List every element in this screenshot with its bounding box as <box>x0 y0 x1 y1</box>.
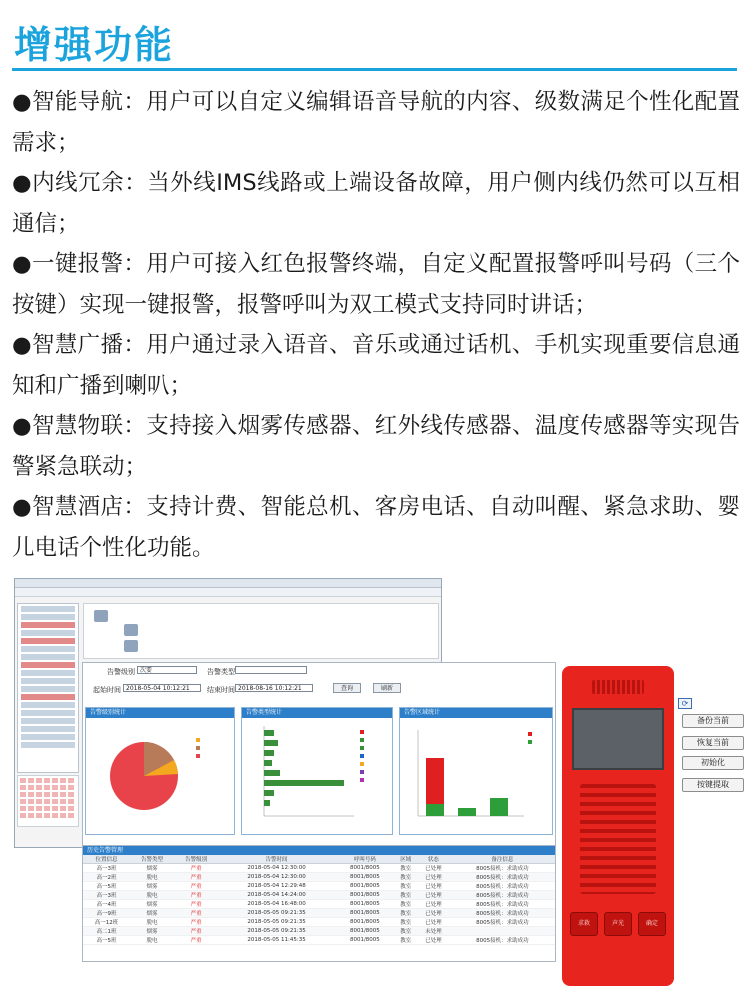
initialize-button[interactable]: 初始化 <box>682 756 744 770</box>
feature-smart-iot: ●智慧物联：支持接入烟雾传感器、红外线传感器、温度传感器等实现告警紧急联动； <box>12 413 740 480</box>
topology-canvas <box>83 603 439 659</box>
table-row[interactable]: 高一3班 烟雾 严重 2018-05-04 12:30:00 8001/8005 教室 已处理 8005接机：求助成功 <box>83 864 555 873</box>
table-row[interactable]: 高一2班 脱电 严重 2018-05-04 12:30:00 8001/8005 教室 已处理 8005接机：求助成功 <box>83 873 555 882</box>
col-type: 告警类型 <box>130 855 174 864</box>
level-stats-title: 告警级别统计 <box>86 708 234 718</box>
table-row[interactable]: 高一12班 脱电 严重 2018-05-05 09:21:35 8001/8005 教室 已处理 8005接机：求助成功 <box>83 918 555 927</box>
feature-smart-broadcast: ●智慧广播：用户通过录入语音、音乐或通过话机、手机实现重要信息通知和广播到喇叭； <box>12 332 740 399</box>
device-key-help[interactable]: 求救 <box>570 912 598 936</box>
col-remark: 备注信息 <box>450 855 555 864</box>
refresh-icon[interactable]: ⟳ <box>678 698 692 709</box>
col-area: 区域 <box>395 855 417 864</box>
start-time-label: 起始时间 <box>93 686 121 694</box>
query-button[interactable]: 查询 <box>333 683 361 693</box>
table-header-row <box>83 855 555 864</box>
feature-internal-redundancy: ●内线冗余：当外线IMS线路或上端设备故障，用户侧内线仍然可以互相通信； <box>12 170 740 237</box>
table-row[interactable]: 高一9班 烟雾 严重 2018-05-05 09:21:35 8001/8005 教室 已处理 8005接机：求助成功 <box>83 909 555 918</box>
alarm-grid <box>17 775 79 827</box>
device-key-confirm[interactable]: 确定 <box>638 912 666 936</box>
end-time-input[interactable]: 2018-08-16 10:12:21 <box>235 684 313 692</box>
backup-button[interactable]: 备份当前 <box>682 714 744 728</box>
page-title: 增强功能 <box>14 23 175 67</box>
col-location: 位置信息 <box>83 855 130 864</box>
level-stats-panel <box>85 707 235 835</box>
end-time-label: 结束时间 <box>207 686 235 694</box>
col-time: 告警时间 <box>218 855 335 864</box>
feature-list <box>12 82 740 568</box>
device-tree <box>17 603 79 773</box>
alarm-statistics-window <box>82 662 556 854</box>
feature-smart-hotel: ●智慧酒店：支持计费、智能总机、客房电话、自动叫醒、紧急求助、婴儿电话个性化功能。 <box>12 494 740 561</box>
area-bar-chart <box>400 718 552 834</box>
red-alarm-terminal <box>562 666 674 986</box>
level-label: 告警级别 <box>107 668 135 676</box>
col-status: 状态 <box>417 855 450 864</box>
level-select[interactable]: 次要 <box>137 666 197 674</box>
type-stats-title: 告警类型统计 <box>242 708 392 718</box>
window-menubar <box>15 588 441 597</box>
start-time-input[interactable]: 2018-05-04 10:12:21 <box>123 684 201 692</box>
type-stats-panel <box>241 707 393 835</box>
table-title: 历史告警管理 <box>83 846 555 855</box>
table-row[interactable]: 高一4班 烟雾 严重 2018-05-04 16:48:00 8001/8005 教室 已处理 8005接机：求助成功 <box>83 900 555 909</box>
restore-button[interactable]: 恢复当前 <box>682 736 744 750</box>
table-row[interactable]: 高一3班 脱电 严重 2018-05-04 14:24:00 8001/8005 教室 已处理 8005接机：求助成功 <box>83 891 555 900</box>
title-divider <box>12 68 737 71</box>
feature-smart-navigation: ●智能导航：用户可以自定义编辑语音导航的内容、级数满足个性化配置需求； <box>12 89 740 156</box>
col-number: 呼叫号码 <box>335 855 395 864</box>
type-select[interactable] <box>235 666 307 674</box>
type-bar-chart <box>242 718 392 834</box>
lcd-screen <box>572 708 664 770</box>
table-row[interactable]: 高一5班 烟雾 严重 2018-05-04 12:29:48 8001/8005 教室 已处理 8005接机：求助成功 <box>83 882 555 891</box>
col-level: 告警级别 <box>174 855 218 864</box>
extract-keys-button[interactable]: 按键提取 <box>682 778 744 792</box>
alarm-history-table <box>82 845 556 962</box>
filter-bar <box>83 663 555 703</box>
table-row[interactable]: 高一5班 脱电 严重 2018-05-05 11:45:35 8001/8005 教室 已处理 8005接机：求助成功 <box>83 936 555 945</box>
device-key-alarm[interactable]: 声光 <box>604 912 632 936</box>
feature-one-key-alarm: ●一键报警：用户可接入红色报警终端，自定义配置报警呼叫号码（三个按键）实现一键报警，报警呼叫为双工模式支持同时讲话； <box>12 251 740 318</box>
area-stats-panel <box>399 707 553 835</box>
device-config-panel <box>676 696 746 796</box>
area-stats-title: 告警区域统计 <box>400 708 552 718</box>
refresh-button[interactable]: 刷新 <box>373 683 401 693</box>
microphone-grill <box>592 680 644 694</box>
type-label: 告警类型 <box>207 668 235 676</box>
speaker-grill <box>580 784 656 894</box>
device-keypad <box>570 912 666 936</box>
table-row[interactable]: 高二1班 烟雾 严重 2018-05-05 09:21:35 8001/8005 教室 未处理 <box>83 927 555 936</box>
window-titlebar <box>15 579 441 588</box>
level-pie-chart <box>86 718 234 834</box>
